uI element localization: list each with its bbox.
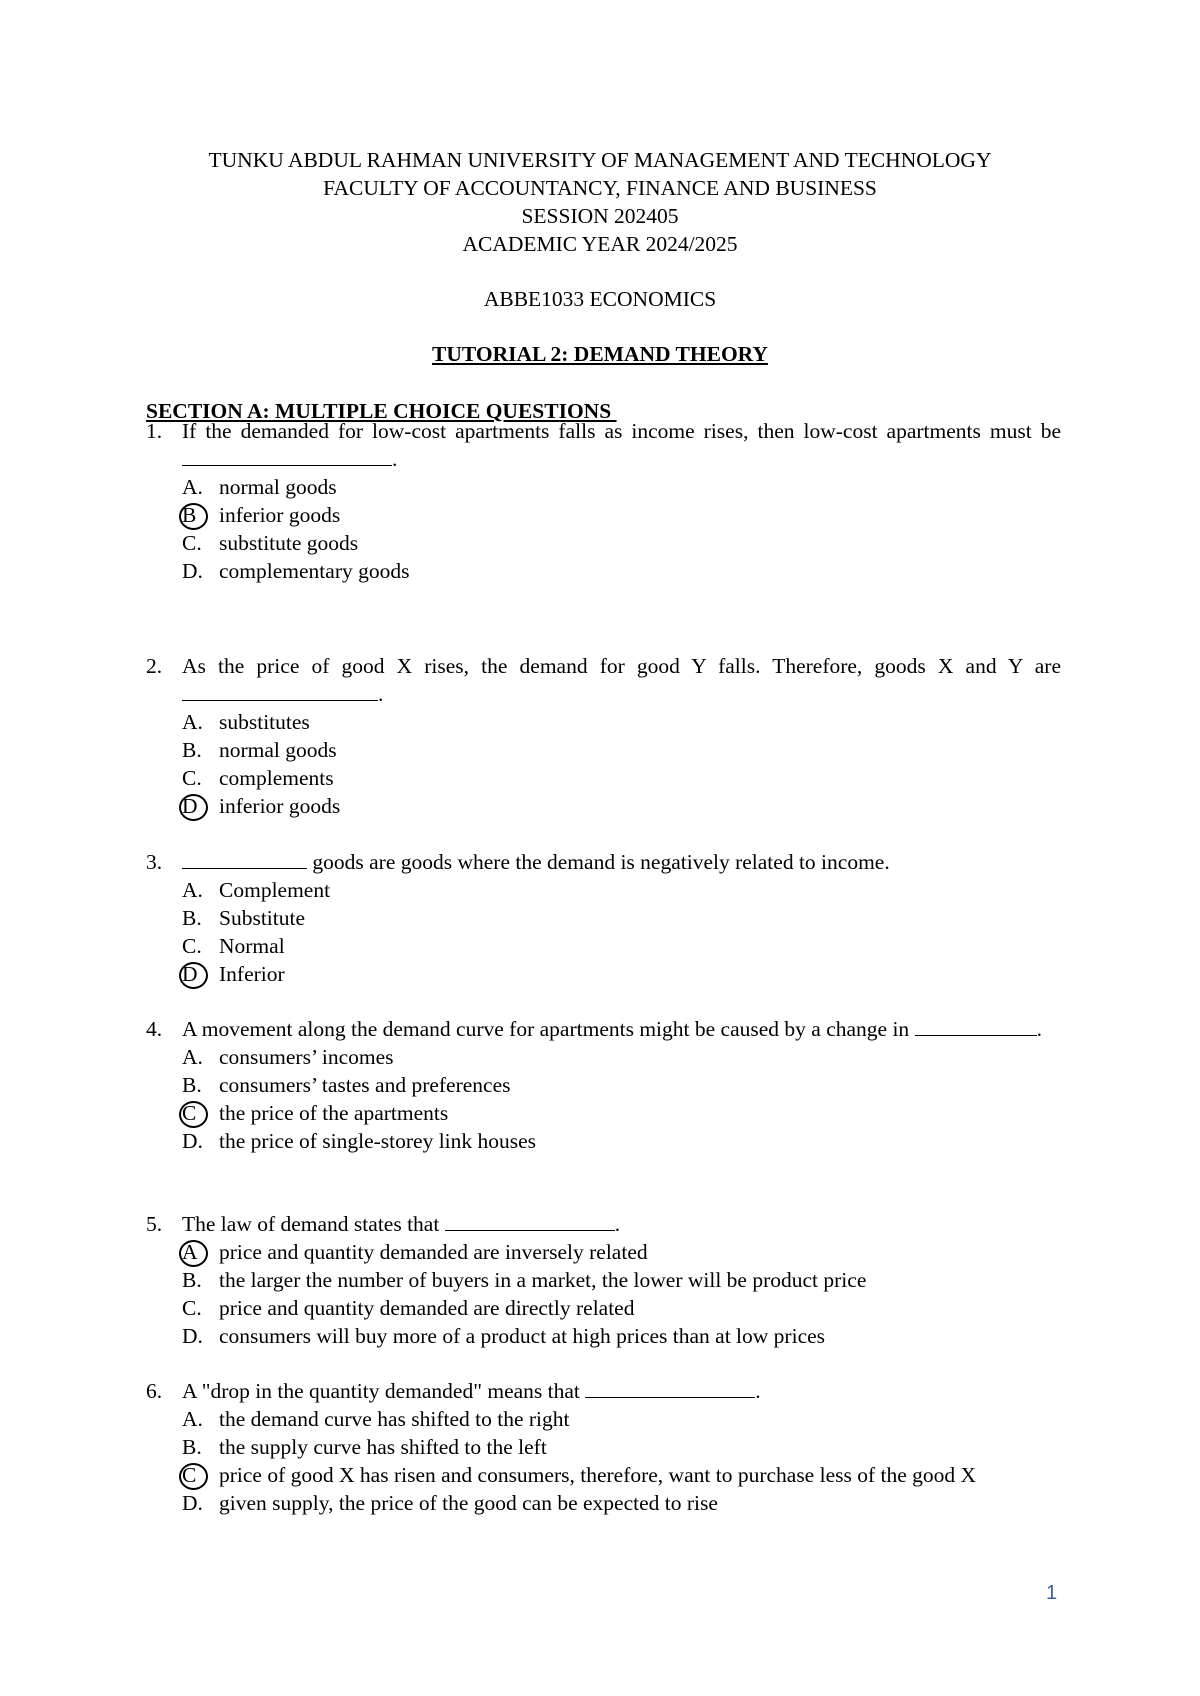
option-text: price and quantity demanded are inversely related	[219, 1240, 648, 1264]
option-b	[146, 1266, 1061, 1294]
question-5	[146, 1210, 1061, 1350]
question-1	[146, 417, 1061, 585]
option-text: normal goods	[219, 475, 337, 499]
option-d-selected	[146, 960, 1061, 988]
document-header	[0, 146, 1200, 258]
option-text: complementary goods	[219, 559, 410, 583]
question-number: 3.	[146, 850, 163, 874]
option-text: Complement	[219, 878, 331, 902]
question-4	[146, 1015, 1061, 1155]
option-text: the demand curve has shifted to the right	[219, 1407, 570, 1431]
stem-suffix: goods are goods where the demand is negatively related to income.	[307, 850, 890, 874]
option-letter: A	[182, 1238, 210, 1266]
question-stem	[146, 652, 1061, 708]
question-stem	[146, 848, 1061, 876]
stem-suffix: .	[1036, 1017, 1042, 1041]
option-text: normal goods	[219, 738, 337, 762]
option-text: consumers’ incomes	[219, 1045, 394, 1069]
option-b	[146, 1433, 1061, 1461]
option-letter: D.	[182, 559, 203, 583]
option-text: Substitute	[219, 906, 306, 930]
question-stem	[146, 417, 1061, 473]
option-a	[146, 708, 1061, 736]
answer-blank	[445, 1210, 615, 1231]
course-title: ABBE1033 ECONOMICS	[483, 287, 717, 311]
option-text: given supply, the price of the good can be expected to rise	[219, 1491, 718, 1515]
option-letter: D	[182, 792, 210, 820]
option-letter: B.	[182, 738, 202, 762]
option-a	[146, 876, 1061, 904]
option-c	[146, 529, 1061, 557]
option-text: inferior goods	[219, 503, 341, 527]
option-letter: B.	[182, 1435, 202, 1459]
option-letter: C.	[182, 766, 202, 790]
option-text: substitutes	[219, 710, 310, 734]
option-text: consumers’ tastes and preferences	[219, 1073, 511, 1097]
answer-blank	[585, 1377, 755, 1398]
stem-text: A movement along the demand curve for apartments might be caused by a change in	[182, 1017, 915, 1041]
option-text: price and quantity demanded are directly related	[219, 1296, 635, 1320]
question-number: 2.	[146, 654, 163, 678]
option-letter: C	[182, 1461, 210, 1489]
option-a-selected	[146, 1238, 1061, 1266]
option-letter: B.	[182, 1073, 202, 1097]
stem-text: The law of demand states that	[182, 1212, 445, 1236]
option-d	[146, 1489, 1061, 1517]
option-text: complements	[219, 766, 334, 790]
option-b-selected	[146, 501, 1061, 529]
option-letter: A.	[182, 475, 203, 499]
answer-blank	[182, 680, 378, 701]
question-6	[146, 1377, 1061, 1517]
option-text: the supply curve has shifted to the left	[219, 1435, 547, 1459]
academic-year-label: ACADEMIC YEAR 2024/2025	[462, 232, 738, 256]
tutorial-title: TUTORIAL 2: DEMAND THEORY	[432, 342, 768, 366]
answer-blank	[182, 445, 392, 466]
stem-suffix: .	[378, 682, 384, 706]
option-a	[146, 473, 1061, 501]
option-c	[146, 932, 1061, 960]
option-letter: A.	[182, 878, 203, 902]
option-letter: B.	[182, 1268, 202, 1292]
option-letter: C.	[182, 1296, 202, 1320]
option-text: price of good X has risen and consumers, therefore, want to purchase less of the good X	[219, 1463, 977, 1487]
question-3	[146, 848, 1061, 988]
option-d	[146, 1322, 1061, 1350]
option-letter: B	[182, 501, 210, 529]
question-stem	[146, 1015, 1061, 1043]
question-stem	[146, 1210, 1061, 1238]
page-number: 1	[1046, 1582, 1058, 1604]
option-a	[146, 1043, 1061, 1071]
stem-text: A "drop in the quantity demanded" means that	[182, 1379, 586, 1403]
stem-text: As the price of good X rises, the demand for good Y falls. Therefore, goods X and Y are	[182, 654, 1061, 678]
option-letter: D.	[182, 1129, 203, 1153]
option-text: inferior goods	[219, 794, 341, 818]
option-letter: D	[182, 960, 210, 988]
option-text: substitute goods	[219, 531, 359, 555]
question-number: 1.	[146, 419, 163, 443]
option-d	[146, 557, 1061, 585]
option-text: the larger the number of buyers in a market, the lower will be product price	[219, 1268, 867, 1292]
university-name: TUNKU ABDUL RAHMAN UNIVERSITY OF MANAGEMENT AND TECHNOLOGY	[208, 148, 992, 172]
question-number: 5.	[146, 1212, 163, 1236]
stem-suffix: .	[614, 1212, 621, 1236]
option-letter: C.	[182, 934, 202, 958]
option-text: the price of single-storey link houses	[219, 1129, 537, 1153]
option-c-selected	[146, 1099, 1061, 1127]
answer-blank	[182, 848, 307, 869]
question-number: 4.	[146, 1017, 163, 1041]
option-d-selected	[146, 792, 1061, 820]
option-letter: C	[182, 1099, 210, 1127]
question-2	[146, 652, 1061, 820]
option-text: Inferior	[219, 962, 285, 986]
option-b	[146, 736, 1061, 764]
option-letter: C.	[182, 531, 202, 555]
section-title: SECTION A: MULTIPLE CHOICE QUESTIONS	[146, 399, 617, 423]
option-c-selected	[146, 1461, 1061, 1489]
option-c	[146, 1294, 1061, 1322]
option-text: consumers will buy more of a product at high prices than at low prices	[219, 1324, 826, 1348]
option-letter: A.	[182, 710, 203, 734]
option-a	[146, 1405, 1061, 1433]
question-number: 6.	[146, 1379, 163, 1403]
option-b	[146, 904, 1061, 932]
stem-suffix: .	[392, 447, 398, 471]
option-letter: A.	[182, 1045, 203, 1069]
option-d	[146, 1127, 1061, 1155]
option-letter: D.	[182, 1324, 203, 1348]
stem-text: If the demanded for low-cost apartments falls as income rises, then low-cost apartments must be	[182, 419, 1061, 443]
option-text: Normal	[219, 934, 285, 958]
option-letter: D.	[182, 1491, 203, 1515]
option-letter: A.	[182, 1407, 203, 1431]
option-b	[146, 1071, 1061, 1099]
session-label: SESSION 202405	[521, 204, 679, 228]
question-stem	[146, 1377, 1061, 1405]
option-c	[146, 764, 1061, 792]
option-text: the price of the apartments	[219, 1101, 449, 1125]
option-letter: B.	[182, 906, 202, 930]
stem-suffix: .	[755, 1379, 761, 1403]
answer-blank	[915, 1015, 1037, 1036]
faculty-name: FACULTY OF ACCOUNTANCY, FINANCE AND BUSINESS	[323, 176, 877, 200]
